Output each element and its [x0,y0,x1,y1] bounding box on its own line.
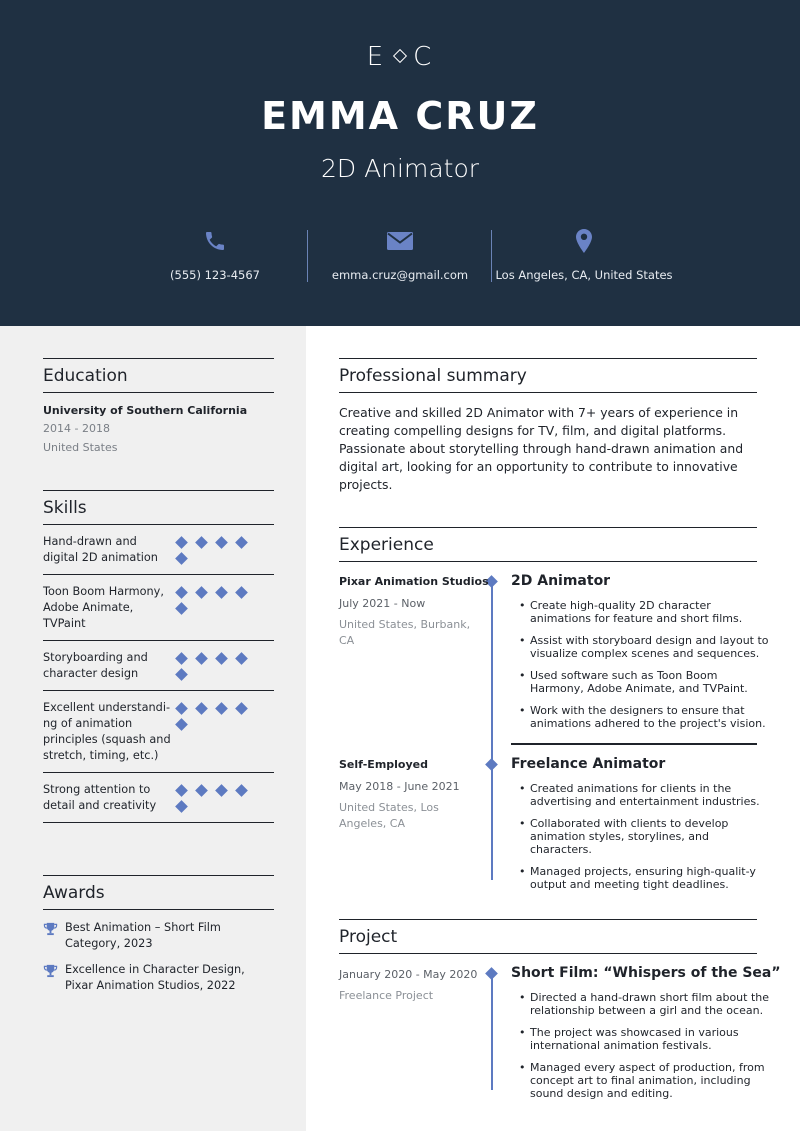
rating-diamond-icon [195,652,208,665]
award-text: Excellence in Character Design, Pixar Animation Studios, 2022 [65,963,245,992]
education-country: United States [43,441,118,454]
job-bullet: • Assist with storyboard design and layout to visualize complex scenes and sequences. [511,634,773,660]
experience-timeline [491,580,493,880]
monogram [0,42,800,72]
summary-section [339,358,757,494]
rating-diamond-icon [175,602,188,615]
skill-rating [177,586,274,618]
experience-section [339,527,757,562]
skill-label: Strong attention to detail and creativity [43,783,157,812]
skill-label: Storyboarding and character design [43,651,148,680]
job-role: 2D Animator [511,573,611,589]
project-timeline [491,970,493,1090]
company-name: Pixar Animation Studios [339,575,489,588]
project-section [339,919,757,954]
rating-diamond-icon [215,784,228,797]
candidate-title: 2D Animator [320,154,480,183]
timeline-diamond-icon [485,758,498,771]
job-bullet: • Create high-quality 2D character animations for feature and short films. [511,599,773,625]
rating-diamond-icon [235,586,248,599]
project-bullet: • The project was showcased in various international animation festivals. [511,1026,773,1052]
rating-diamond-icon [175,552,188,565]
project-bullet: • Directed a hand-drawn short film about the relationship between a girl and the ocean. [511,991,773,1017]
timeline-diamond-icon [485,967,498,980]
contact-location [494,228,674,282]
skills-heading: Skills [43,490,274,525]
skill-label: Toon Boom Harmony, Adobe Animate, TVPaint [43,585,164,630]
job-bullets [511,599,773,739]
skills-section [43,490,274,823]
rating-diamond-icon [195,586,208,599]
job-dates: May 2018 - June 2021 [339,780,460,793]
job-bullet: • Work with the designers to ensure that animations adhered to the project's vision. [511,704,773,730]
award-item [43,962,274,994]
phone-text: (555) 123-4567 [170,268,260,282]
resume-header [0,0,800,326]
trophy-icon [43,922,58,936]
candidate-name: EMMA CRUZ [261,94,539,138]
experience-heading: Experience [339,527,757,562]
skill-rating [177,536,274,568]
job-divider [511,743,757,745]
award-item [43,920,274,952]
skill-label: Excellent understandi-ng of animation principles (squash and stretch, timing, etc.) [43,701,171,762]
skill-rating [177,652,274,684]
rating-diamond-icon [215,652,228,665]
project-title: Short Film: “Whispers of the Sea” [511,965,781,981]
rating-diamond-icon [175,652,188,665]
rating-diamond-icon [175,702,188,715]
job-bullet: • Used software such as Toon Boom Harmony, Adobe Animate, and TVPaint. [511,669,773,695]
job-bullet: • Managed projects, ensuring high-qualit-y output and meeting tight deadlines. [511,865,773,891]
contact-email [315,228,485,282]
job-bullet: • Created animations for clients in the advertising and entertainment industries. [511,782,773,808]
skill-item [43,575,274,641]
rating-diamond-icon [175,536,188,549]
diamond-icon [393,49,407,63]
monogram-right: C [413,42,434,72]
phone-icon [203,228,227,254]
location-pin-icon [574,228,594,254]
awards-heading: Awards [43,875,274,910]
rating-diamond-icon [175,718,188,731]
contact-separator [307,230,308,282]
awards-section [43,875,274,994]
monogram-left: E [366,42,386,72]
job-location: United States, Burbank, CA [339,618,471,647]
skill-item [43,525,274,575]
project-bullet: • Managed every aspect of production, from concept art to final animation, including sound design and editing. [511,1061,773,1100]
rating-diamond-icon [235,784,248,797]
project-org: Freelance Project [339,989,434,1002]
skill-item [43,691,274,773]
location-text: Los Angeles, CA, United States [495,268,673,282]
rating-diamond-icon [215,586,228,599]
project-dates: January 2020 - May 2020 [339,968,478,981]
skill-item [43,641,274,691]
rating-diamond-icon [235,702,248,715]
skill-label: Hand-drawn and digital 2D animation [43,535,158,564]
rating-diamond-icon [175,668,188,681]
education-years: 2014 - 2018 [43,422,110,435]
rating-diamond-icon [235,536,248,549]
contact-phone [150,228,280,282]
education-section [43,358,274,457]
rating-diamond-icon [175,800,188,813]
rating-diamond-icon [215,702,228,715]
rating-diamond-icon [175,784,188,797]
education-heading: Education [43,358,274,393]
rating-diamond-icon [215,536,228,549]
contact-separator [491,230,492,282]
company-name: Self-Employed [339,758,428,771]
job-dates: July 2021 - Now [339,597,426,610]
trophy-icon [43,964,58,978]
rating-diamond-icon [235,652,248,665]
job-bullets [511,782,773,900]
school-name: University of Southern California [43,404,248,417]
email-text: emma.cruz@gmail.com [331,268,469,282]
rating-diamond-icon [195,702,208,715]
rating-diamond-icon [195,536,208,549]
job-role: Freelance Animator [511,756,666,772]
skill-rating [177,784,274,816]
project-heading: Project [339,919,757,954]
rating-diamond-icon [175,586,188,599]
rating-diamond-icon [195,784,208,797]
skill-rating [177,702,274,734]
job-bullet: • Collaborated with clients to develop animation styles, storylines, and characters. [511,817,773,856]
award-text: Best Animation – Short Film Category, 2023 [65,921,221,950]
mail-icon [386,228,414,254]
project-bullets [511,991,773,1109]
skill-item [43,773,274,823]
summary-text: Creative and skilled 2D Animator with 7+ years of experience in creating compelling designs for TV, film, and digital platforms. Passionate about storytelling through hand-drawn animation and digital art, looking for an opportunity to contribute to innovative projects. [339,405,744,492]
job-location: United States, Los Angeles, CA [339,801,439,830]
summary-heading: Professional summary [339,358,757,393]
